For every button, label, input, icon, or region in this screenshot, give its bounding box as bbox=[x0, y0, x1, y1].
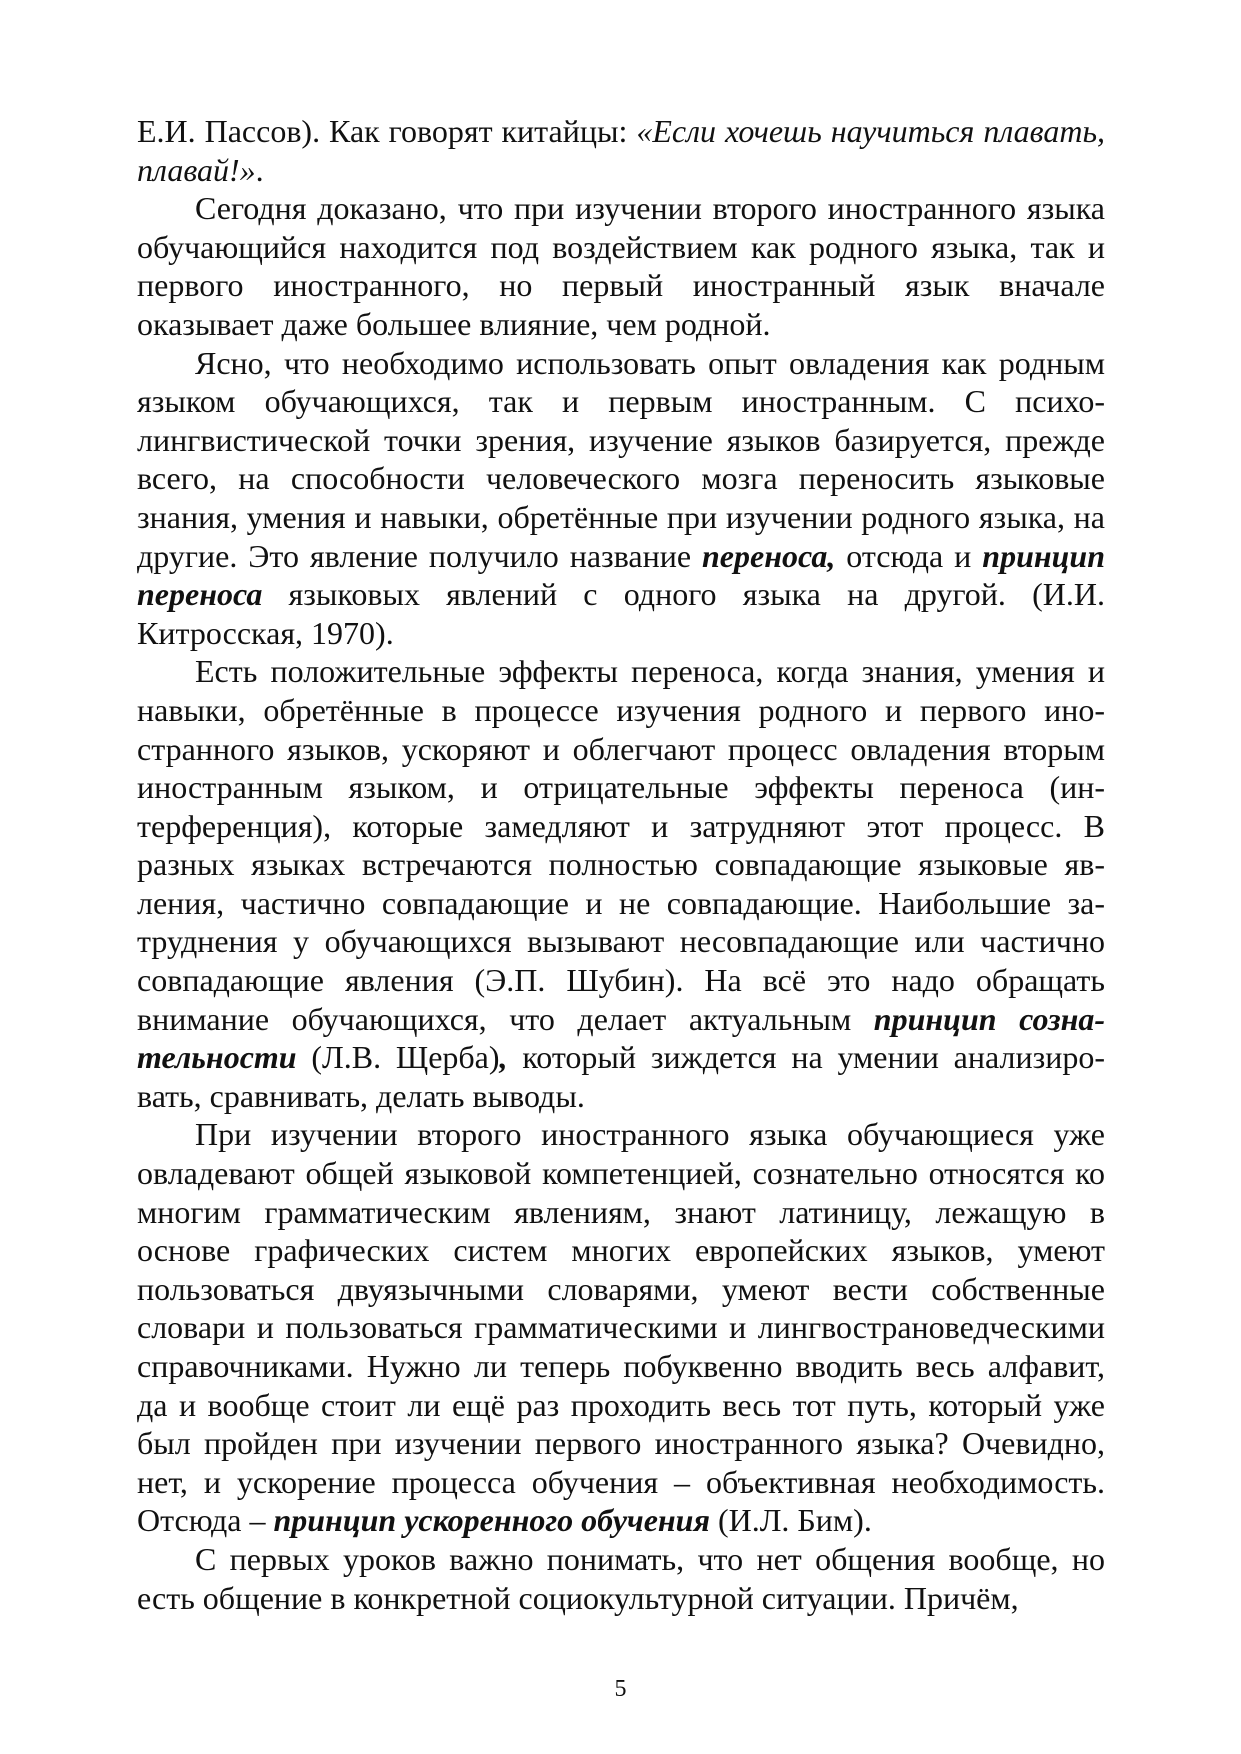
term-transfer: переноса, bbox=[702, 537, 836, 574]
text-run: отсюда и bbox=[835, 537, 983, 574]
text-run: Ясно, что необходимо использовать опыт овладения как родным языком обучающихся, так и первым иностранным. С психолингвистической точки зрения, изучение языков базируется, прежде всего, на способности человеческого мозга переносить языковые знания, умения и навыки, обретённые при изучении родного языка, на другие. Это явление получило название bbox=[137, 344, 1105, 574]
paragraph-5 bbox=[137, 1115, 1105, 1540]
text-run: языковых явлений с одного языка на другой. (И.И. Китросская, 1970). bbox=[137, 576, 1105, 651]
paragraph-6 bbox=[137, 1540, 1105, 1617]
term-consciousness-principle: принцип сознательности bbox=[137, 1000, 1106, 1076]
text-run: который зиждется на умении анализировать, сравнивать, делать выводы. bbox=[137, 1039, 1105, 1114]
italic-quote: «Если хочешь научиться плавать, плавай!» bbox=[137, 113, 1106, 188]
text-run: При изучении второго иностранного языка обучающиеся уже овладевают общей языковой компетенцией, сознательно относятся ко многим грамматическим явлениям, знают латиницу, лежащую в основе графических систем многих европейских языков, умеют пользоваться двуязычными словарями, умеют вести собственные словари и пользоваться грамматическими и лингвострановедческими справочниками. Нужно ли теперь побуквенно вводить весь алфавит, да и вообще стоит ли ещё раз проходить весь тот путь, который уже был пройден при изучении первого иностранного языка? Очевидно, нет, и ускорение процесса обучения – объективная необходимость. Отсюда – bbox=[137, 1116, 1105, 1539]
term-accelerated-learning-principle: принцип ускоренного обучения bbox=[273, 1502, 710, 1539]
bold-comma: , bbox=[499, 1039, 508, 1076]
paragraph-3 bbox=[137, 344, 1105, 653]
text-run: . bbox=[255, 151, 264, 188]
text-run: С первых уроков важно понимать, что нет общения вообще, но есть общение в конкретной социокультурной ситуации. Причём, bbox=[137, 1540, 1105, 1616]
body-text bbox=[137, 112, 1105, 1617]
paragraph-1 bbox=[137, 112, 1105, 189]
page-number: 5 bbox=[614, 1676, 627, 1702]
term-transfer-principle: принцип переноса bbox=[137, 537, 1106, 613]
text-run: (Л.В. Щерба) bbox=[296, 1039, 500, 1076]
paragraph-4 bbox=[137, 652, 1105, 1115]
text-run: Сегодня доказано, что при изучении второго иностранного языка обучающийся находится под воздействием как родного языка, так и первого иностранного, но первый иностранный язык вначале оказывает даже большее влияние, чем родной. bbox=[137, 190, 1105, 342]
paragraph-2 bbox=[137, 189, 1105, 343]
text-run: Есть положительные эффекты переноса, когда знания, умения и навыки, обретённые в процессе изучения родного и первого иностранного языков, ускоряют и облегчают процесс овладения вторым иностранным языком, и отрицательные эффекты переноса (интерференция), которые замедляют и затрудняют этот процесс. В разных языках встречаются полностью совпадающие языковые явления, частично совпадающие и не совпадающие. Наибольшие затруднения у обучающихся вызывают несовпадающие или частично совпадающие явления (Э.П. Шубин). На всё это надо обращать внимание обучающихся, что делает актуальным bbox=[137, 653, 1105, 1037]
text-run: Е.И. Пассов). Как говорят китайцы: bbox=[137, 113, 637, 149]
text-run: (И.Л. Бим). bbox=[709, 1502, 872, 1539]
